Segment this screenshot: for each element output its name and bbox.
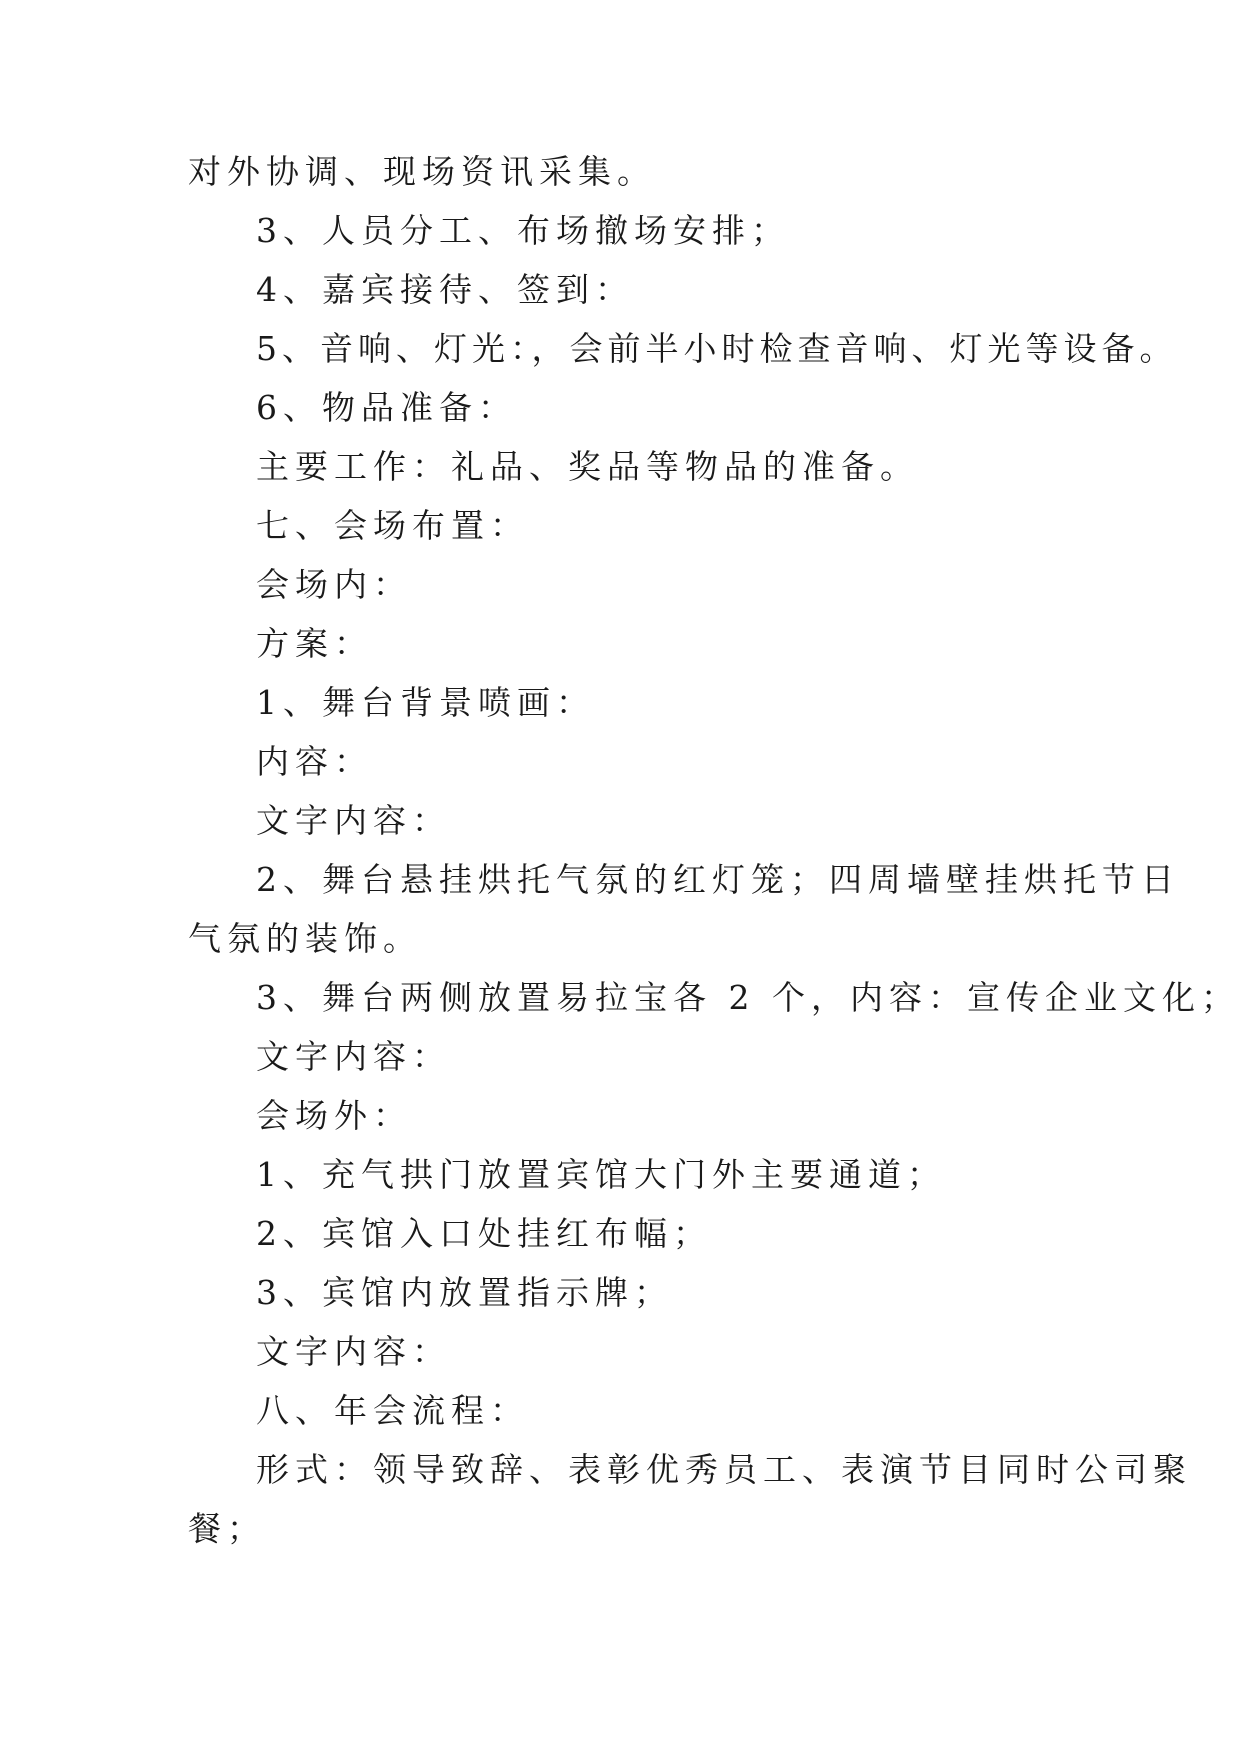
paragraph-line: 3、人员分工、布场撤场安排；	[256, 211, 790, 250]
document-body	[188, 152, 1240, 1568]
paragraph-line: 2、宾馆入口处挂红布幅；	[256, 1214, 712, 1253]
paragraph-line: 气氛的装饰。	[188, 919, 422, 958]
paragraph-line: 文字内容：	[256, 1332, 451, 1371]
paragraph-line: 会场外：	[256, 1096, 412, 1135]
paragraph-line: 1、舞台背景喷画：	[256, 683, 595, 722]
paragraph-line: 形式：领导致辞、表彰优秀员工、表演节目同时公司聚	[256, 1450, 1192, 1489]
paragraph-line: 2、舞台悬挂烘托气氛的红灯笼；四周墙壁挂烘托节日	[256, 860, 1180, 899]
paragraph-line: 餐；	[188, 1509, 266, 1548]
section-heading: 八、年会流程：	[256, 1391, 529, 1430]
paragraph-line: 1、充气拱门放置宾馆大门外主要通道；	[256, 1155, 946, 1194]
paragraph-line: 3、舞台两侧放置易拉宝各 2 个，内容：宣传企业文化；	[256, 978, 1240, 1017]
section-heading: 七、会场布置：	[256, 506, 529, 545]
paragraph-line: 对外协调、现场资讯采集。	[188, 152, 656, 191]
paragraph-line: 5、音响、灯光：，会前半小时检查音响、灯光等设备。	[256, 329, 1178, 368]
paragraph-line: 会场内：	[256, 565, 412, 604]
paragraph-line: 6、物品准备：	[256, 388, 517, 427]
paragraph-line: 4、嘉宾接待、签到：	[256, 270, 634, 309]
paragraph-line: 方案：	[256, 624, 373, 663]
paragraph-line: 文字内容：	[256, 1037, 451, 1076]
paragraph-line: 文字内容：	[256, 801, 451, 840]
paragraph-line: 内容：	[256, 742, 373, 781]
paragraph-line: 主要工作：礼品、奖品等物品的准备。	[256, 447, 919, 486]
paragraph-line: 3、宾馆内放置指示牌；	[256, 1273, 673, 1312]
